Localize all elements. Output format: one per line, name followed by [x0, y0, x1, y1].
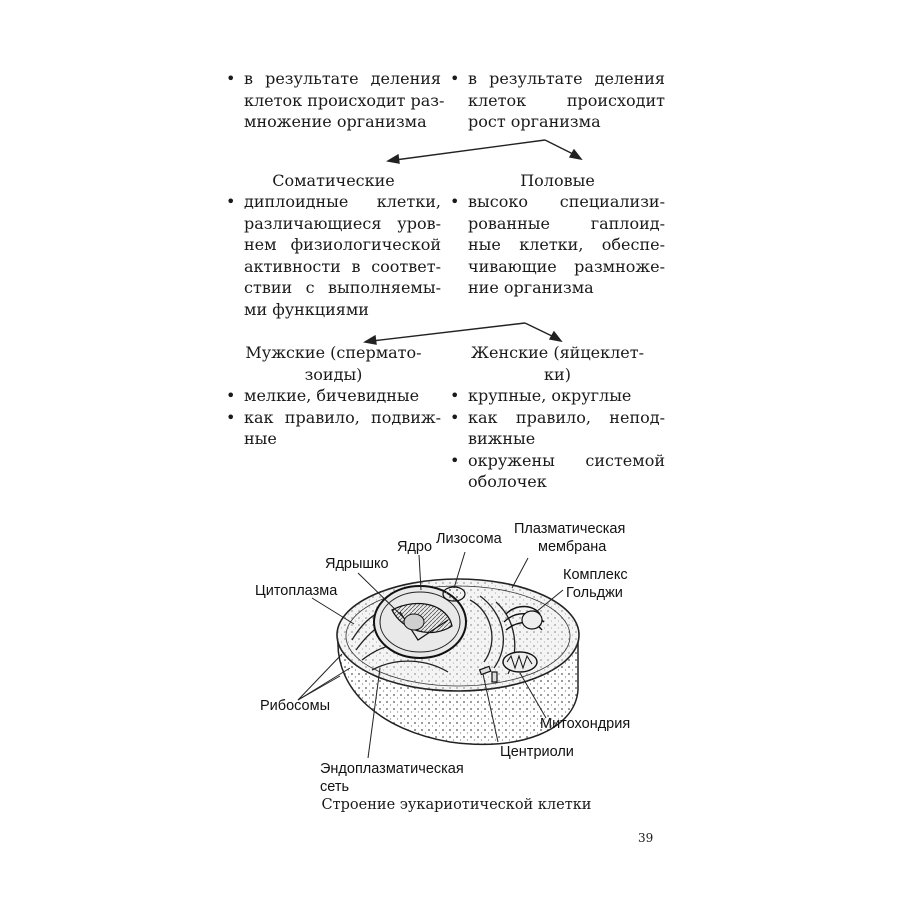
sex-cells-title: Половые: [520, 171, 595, 190]
list-item: • мелкие, бичевидные: [226, 385, 441, 407]
female-title: Женские (яйцеклет- ки): [471, 343, 644, 384]
label-lysosome: Лизосома: [436, 531, 502, 547]
list-item: • как правило, непод- вижные: [450, 407, 665, 450]
label-ribosomes: Рибосомы: [260, 698, 331, 714]
label-golgi: Комплекс Гольджи: [563, 567, 628, 601]
nucleolus-shape: [404, 614, 424, 630]
list-item: • в результате деления клеток происходит рост организма: [450, 68, 665, 133]
label-nucleolus: Ядрышко: [325, 556, 389, 572]
list-item: • крупные, округлые: [450, 385, 665, 407]
lysosome-shape: [443, 587, 465, 601]
list-item: • как правило, подвиж- ные: [226, 407, 441, 450]
list-item: • в результате деления клеток происходит раз- множение организма: [226, 68, 441, 133]
label-plasma-membrane: Плазматическая мембрана: [514, 521, 626, 555]
page-number: 39: [638, 831, 654, 845]
mitochondria-shape: [503, 652, 537, 672]
somatic-title: Соматические: [272, 171, 395, 190]
list-item: • диплоидные клетки, различающиеся уров- нем физиологической активности в соответ- ствии с выполняемы- ми функциями: [226, 191, 441, 320]
label-er: Эндоплазматическая сеть: [320, 761, 464, 795]
label-cytoplasm: Цитоплазма: [255, 583, 338, 599]
list-item: • окружены системой оболочек: [450, 450, 665, 493]
label-centrioles: Центриоли: [500, 744, 574, 760]
figure-caption: Строение эукариотической клетки: [321, 797, 592, 813]
list-item: • высоко специализи- рованные гаплоид- ные клетки, обеспе- чивающие размноже- ние организма: [450, 191, 665, 299]
male-title: Мужские (спермато- зоиды): [245, 343, 422, 384]
label-nucleus: Ядро: [397, 539, 433, 555]
label-mitochondria: Митохондрия: [540, 716, 631, 732]
